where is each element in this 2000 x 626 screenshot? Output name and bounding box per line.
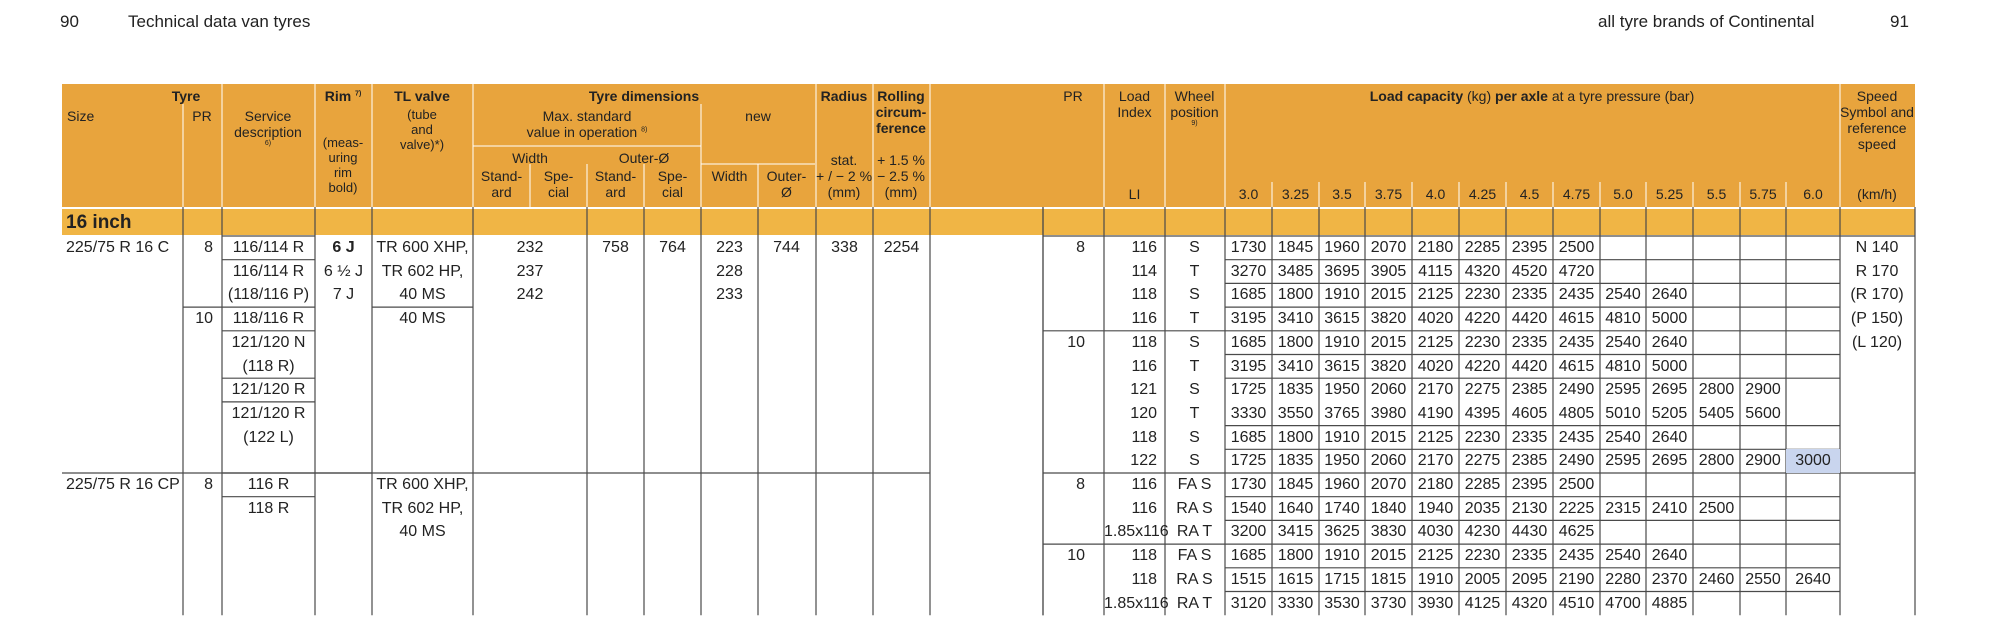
load-capacity-cell: 3625 xyxy=(1324,523,1360,541)
load-capacity-cell: 2125 xyxy=(1417,286,1454,304)
left-cell: 40 MS xyxy=(399,286,446,304)
load-capacity-cell: 1725 xyxy=(1230,452,1267,470)
pr-cell: 10 xyxy=(1067,547,1085,565)
pressure-header-10: 5.5 xyxy=(1706,186,1727,202)
load-capacity-cell: 5000 xyxy=(1651,357,1688,375)
pr-cell: 8 xyxy=(1076,239,1085,256)
load-capacity-cell: 4230 xyxy=(1464,523,1501,541)
load-capacity-cell: 3980 xyxy=(1370,404,1407,422)
load-capacity-cell: 4320 xyxy=(1511,594,1548,612)
load-capacity-cell: 1910 xyxy=(1324,286,1360,304)
load-capacity-cell: 1740 xyxy=(1324,499,1360,517)
load-index-cell: 118 xyxy=(1131,428,1157,446)
load-capacity-cell: 3830 xyxy=(1370,523,1407,541)
left-cell: 40 MS xyxy=(399,523,446,541)
left-cell: 7 J xyxy=(332,286,355,304)
left-cell: 338 xyxy=(831,239,858,256)
load-capacity-cell: 4720 xyxy=(1558,262,1595,280)
header-tyre: Tyre xyxy=(171,88,201,104)
load-capacity-cell: 3550 xyxy=(1277,404,1314,422)
load-capacity-cell: 2435 xyxy=(1558,333,1595,351)
header-tyre-dimensions: Tyre dimensions xyxy=(588,88,700,104)
pressure-header-6: 4.5 xyxy=(1519,186,1540,202)
left-cell: 118/116 R xyxy=(232,310,305,328)
load-capacity-cell: 2385 xyxy=(1511,381,1548,399)
header-standard-1: Stand- ard xyxy=(480,168,523,201)
header-pr-left: PR xyxy=(192,108,212,124)
load-capacity-cell: 2500 xyxy=(1558,476,1595,493)
load-capacity-cell: 3905 xyxy=(1370,262,1407,280)
header-radius-sub: stat. + / − 2 % (mm) xyxy=(816,152,873,201)
left-cell: 116 R xyxy=(247,476,290,493)
load-capacity-cell: 4615 xyxy=(1558,357,1595,375)
left-cell: 764 xyxy=(659,239,686,256)
load-capacity-cell: 1800 xyxy=(1277,333,1314,351)
load-capacity-cell: 2125 xyxy=(1417,428,1454,446)
header-pr-right: PR xyxy=(1063,88,1083,104)
load-capacity-cell: 2230 xyxy=(1464,286,1501,304)
load-capacity-cell: 2595 xyxy=(1605,452,1641,470)
wheel-position-cell: S xyxy=(1189,286,1200,304)
load-capacity-cell: 1835 xyxy=(1277,452,1314,470)
load-capacity-cell: 3765 xyxy=(1324,404,1360,422)
load-capacity-cell: 2335 xyxy=(1511,428,1548,446)
load-capacity-cell: 1685 xyxy=(1230,428,1267,446)
load-capacity-cell: 4510 xyxy=(1558,594,1595,612)
load-capacity-cell: 2640 xyxy=(1651,333,1688,351)
load-capacity-cell: 4320 xyxy=(1464,262,1501,280)
left-cell: 228 xyxy=(716,262,743,280)
load-index-cell: 122 xyxy=(1130,452,1157,470)
left-cell: 116/114 R xyxy=(232,239,305,256)
load-capacity-cell: 1730 xyxy=(1230,476,1267,493)
header-load-index: Load Index xyxy=(1117,88,1152,121)
pressure-header-11: 5.75 xyxy=(1749,186,1777,202)
load-capacity-cell: 4030 xyxy=(1417,523,1454,541)
left-cell: 8 xyxy=(204,476,213,493)
load-capacity-cell: 2435 xyxy=(1558,547,1595,565)
header-rim: Rim $^{7)}$ xyxy=(324,88,362,104)
load-capacity-cell: 3930 xyxy=(1417,594,1454,612)
pressure-header-9: 5.25 xyxy=(1655,186,1684,202)
left-cell: 232 xyxy=(516,239,544,256)
left-cell: TR 602 HP, xyxy=(381,499,464,517)
load-capacity-cell: 4520 xyxy=(1511,262,1548,280)
wheel-position-cell: RA S xyxy=(1176,570,1213,588)
load-capacity-cell: 2275 xyxy=(1464,381,1501,399)
load-capacity-cell: 1725 xyxy=(1230,381,1267,399)
speed-cell: (P 150) xyxy=(1850,310,1904,328)
pr-cell: 8 xyxy=(1076,476,1085,493)
load-capacity-cell: 2435 xyxy=(1558,428,1595,446)
load-capacity-cell: 4115 xyxy=(1418,262,1453,280)
header-tl-valve: TL valve xyxy=(394,88,450,104)
pressure-header-5: 4.25 xyxy=(1468,186,1497,202)
load-capacity-cell: 1845 xyxy=(1277,239,1314,256)
load-capacity-cell: 3195 xyxy=(1230,310,1267,328)
load-capacity-cell: 2500 xyxy=(1558,239,1595,256)
left-cell: 758 xyxy=(602,239,629,256)
load-capacity-cell: 1950 xyxy=(1324,452,1360,470)
load-capacity-cell: 1615 xyxy=(1277,570,1314,588)
load-capacity-cell: 2640 xyxy=(1651,547,1688,565)
load-capacity-cell: 3415 xyxy=(1277,523,1314,541)
load-capacity-cell: 2900 xyxy=(1745,452,1781,470)
load-capacity-cell: 1950 xyxy=(1324,381,1360,399)
load-capacity-cell: 4420 xyxy=(1511,357,1548,375)
left-cell: 225/75 R 16 CP xyxy=(66,476,180,493)
load-capacity-cell: 4615 xyxy=(1558,310,1595,328)
load-capacity-cell: 2125 xyxy=(1417,547,1454,565)
header-tl-valve-sub: (tube and valve)*) xyxy=(399,107,445,152)
load-capacity-cell: 3615 xyxy=(1324,310,1360,328)
header-rolling-sub: + 1.5 % − 2.5 % (mm) xyxy=(877,152,925,201)
load-capacity-cell: 4430 xyxy=(1511,523,1548,541)
load-capacity-cell: 1685 xyxy=(1230,333,1267,351)
load-index-cell: 116 xyxy=(1131,357,1157,375)
left-cell: TR 600 XHP, xyxy=(376,239,469,256)
pressure-header-8: 5.0 xyxy=(1613,186,1633,202)
load-capacity-cell: 2180 xyxy=(1417,239,1454,256)
load-capacity-cell: 2335 xyxy=(1511,547,1548,565)
load-capacity-cell: 1835 xyxy=(1277,381,1314,399)
load-capacity-cell: 2410 xyxy=(1651,499,1688,517)
pressure-header-4: 4.0 xyxy=(1425,186,1446,202)
load-capacity-cell: 1715 xyxy=(1324,570,1360,588)
load-capacity-cell: 4125 xyxy=(1464,594,1501,612)
load-capacity-cell: 2550 xyxy=(1745,570,1781,588)
load-capacity-cell: 2540 xyxy=(1605,333,1641,351)
load-capacity-cell: 3410 xyxy=(1277,357,1314,375)
load-capacity-cell: 5600 xyxy=(1745,404,1781,422)
load-capacity-cell: 3195 xyxy=(1230,357,1267,375)
load-capacity-cell: 3410 xyxy=(1277,310,1314,328)
load-index-cell: 121 xyxy=(1130,381,1157,399)
load-capacity-cell: 2230 xyxy=(1464,428,1501,446)
section-band xyxy=(62,208,1915,235)
load-capacity-cell: 4885 xyxy=(1651,594,1688,612)
load-capacity-cell: 4395 xyxy=(1464,404,1501,422)
load-capacity-cell: 4220 xyxy=(1464,357,1501,375)
load-capacity-cell: 2060 xyxy=(1370,381,1407,399)
header-radius: Radius xyxy=(820,88,868,104)
pressure-header-0: 3.0 xyxy=(1238,186,1259,202)
load-capacity-cell: 2370 xyxy=(1651,570,1688,588)
header-special-2: Spe- cial xyxy=(657,168,688,201)
load-capacity-cell: 2460 xyxy=(1698,570,1735,588)
load-capacity-cell: 2500 xyxy=(1698,499,1735,517)
load-capacity-cell: 1910 xyxy=(1324,333,1360,351)
load-capacity-cell: 2170 xyxy=(1417,452,1454,470)
right-page-number: 91 xyxy=(1890,12,1909,31)
load-capacity-cell: 2015 xyxy=(1370,547,1407,565)
load-capacity-cell: 1540 xyxy=(1230,499,1267,517)
left-cell: (118 R) xyxy=(242,357,295,375)
left-cell: 233 xyxy=(716,286,743,304)
left-cell: 121/120 R xyxy=(231,381,306,399)
load-capacity-cell: 2060 xyxy=(1370,452,1407,470)
load-capacity-cell: 3730 xyxy=(1370,594,1407,612)
load-capacity-cell: 4420 xyxy=(1511,310,1548,328)
speed-cell: (R 170) xyxy=(1850,286,1904,304)
wheel-position-cell: S xyxy=(1189,381,1200,399)
load-capacity-cell: 2695 xyxy=(1651,381,1688,399)
load-capacity-cell: 5205 xyxy=(1651,404,1688,422)
load-capacity-cell: 2180 xyxy=(1417,476,1454,493)
left-cell: 744 xyxy=(773,239,800,256)
load-index-cell: 116 xyxy=(1131,310,1157,328)
left-cell: 10 xyxy=(195,310,213,328)
header-rolling: Rolling circum- ference xyxy=(875,88,927,137)
wheel-position-cell: RA S xyxy=(1176,499,1213,517)
load-capacity-cell: 2540 xyxy=(1605,547,1641,565)
load-capacity-cell: 2170 xyxy=(1417,381,1454,399)
load-capacity-cell: 1685 xyxy=(1230,547,1267,565)
load-capacity-cell: 4605 xyxy=(1511,404,1548,422)
wheel-position-cell: RA T xyxy=(1176,523,1213,541)
load-capacity-cell: 3695 xyxy=(1324,262,1360,280)
load-capacity-cell: 3120 xyxy=(1230,594,1267,612)
load-capacity-cell: 2640 xyxy=(1651,428,1688,446)
header-wheel-position: Wheel position 9) xyxy=(1170,88,1219,128)
header-li: LI xyxy=(1128,186,1141,202)
left-cell: TR 600 XHP, xyxy=(376,476,469,493)
pressure-header-3: 3.75 xyxy=(1374,186,1403,202)
header-speed: Speed Symbol and reference speed xyxy=(1840,88,1914,153)
load-capacity-cell: 1730 xyxy=(1230,239,1267,256)
load-capacity-cell: 2230 xyxy=(1464,333,1501,351)
load-capacity-cell: 1800 xyxy=(1277,286,1314,304)
load-capacity-cell: 3270 xyxy=(1230,262,1267,280)
load-capacity-cell: 2230 xyxy=(1464,547,1501,565)
load-capacity-cell: 1960 xyxy=(1324,476,1360,493)
load-capacity-cell: 5000 xyxy=(1651,310,1688,328)
load-capacity-cell: 2005 xyxy=(1464,570,1501,588)
load-capacity-cell: 3330 xyxy=(1230,404,1267,422)
load-capacity-cell: 2125 xyxy=(1417,333,1454,351)
left-cell: 8 xyxy=(204,239,213,256)
load-capacity-cell: 2015 xyxy=(1370,428,1407,446)
load-capacity-cell: 4625 xyxy=(1558,523,1595,541)
load-index-cell: 1.85x116 xyxy=(1104,594,1169,612)
load-capacity-cell: 2035 xyxy=(1464,499,1501,517)
load-index-cell: 116 xyxy=(1131,239,1157,256)
left-cell: 121/120 R xyxy=(231,404,306,422)
load-capacity-cell: 1845 xyxy=(1277,476,1314,493)
load-capacity-cell: 5010 xyxy=(1605,404,1641,422)
load-capacity-cell: 3485 xyxy=(1277,262,1314,280)
load-capacity-cell: 3000 xyxy=(1786,449,1840,473)
load-index-cell: 118 xyxy=(1131,286,1157,304)
load-index-cell: 118 xyxy=(1131,570,1157,588)
left-page-number: 90 xyxy=(60,12,79,31)
load-capacity-cell: 2490 xyxy=(1558,381,1595,399)
header-outer-dia: Outer-Ø xyxy=(618,150,670,166)
load-capacity-cell: 2285 xyxy=(1464,239,1501,256)
load-capacity-cell: 1800 xyxy=(1277,547,1314,565)
left-cell: 2254 xyxy=(883,239,920,256)
header-speed-unit: (km/h) xyxy=(1857,186,1897,202)
pressure-header-12: 6.0 xyxy=(1803,186,1823,202)
left-cell: 223 xyxy=(716,239,743,256)
left-cell: 6 ½ J xyxy=(323,262,364,280)
load-capacity-cell: 1960 xyxy=(1324,239,1360,256)
pr-cell: 10 xyxy=(1067,333,1085,351)
header-service-description: Service description 6) xyxy=(234,108,302,148)
load-capacity-cell: 2640 xyxy=(1795,570,1831,588)
load-capacity-cell: 2490 xyxy=(1558,452,1595,470)
right-page-title: all tyre brands of Continental xyxy=(1598,12,1815,31)
load-capacity-cell: 4020 xyxy=(1417,357,1454,375)
left-cell: 6 J xyxy=(332,239,355,256)
wheel-position-cell: FA S xyxy=(1177,476,1212,493)
header-load-capacity: Load capacity (kg) per axle at a tyre pressure (bar) xyxy=(1369,88,1695,104)
load-capacity-cell: 3615 xyxy=(1324,357,1360,375)
load-capacity-cell: 3530 xyxy=(1324,594,1360,612)
header-new-outer: Outer- Ø xyxy=(766,168,807,201)
left-cell: (118/116 P) xyxy=(227,286,310,304)
left-cell: (122 L) xyxy=(243,428,294,446)
load-capacity-cell: 3330 xyxy=(1277,594,1314,612)
load-capacity-cell: 2435 xyxy=(1558,286,1595,304)
load-capacity-cell: 2800 xyxy=(1698,452,1735,470)
pressure-header-2: 3.5 xyxy=(1332,186,1352,202)
load-capacity-cell: 2640 xyxy=(1651,286,1688,304)
wheel-position-cell: T xyxy=(1189,404,1200,422)
load-capacity-cell: 2595 xyxy=(1605,381,1641,399)
load-capacity-cell: 4805 xyxy=(1558,404,1595,422)
load-index-cell: 116 xyxy=(1131,499,1157,517)
wheel-position-cell: FA S xyxy=(1177,547,1212,565)
load-capacity-cell: 2275 xyxy=(1464,452,1501,470)
left-cell: 121/120 N xyxy=(231,333,306,351)
header-max-standard: Max. standard value in operation $^{8)}$ xyxy=(526,108,648,141)
speed-cell: (L 120) xyxy=(1851,333,1903,351)
load-capacity-cell: 1815 xyxy=(1370,570,1407,588)
load-capacity-cell: 2015 xyxy=(1370,333,1407,351)
load-capacity-cell: 2395 xyxy=(1511,476,1548,493)
wheel-position-cell: T xyxy=(1189,310,1200,328)
wheel-position-cell: T xyxy=(1189,262,1200,280)
wheel-position-cell: S xyxy=(1189,333,1200,351)
load-capacity-cell: 2540 xyxy=(1605,428,1641,446)
load-capacity-cell: 1910 xyxy=(1324,547,1360,565)
load-capacity-cell: 1840 xyxy=(1370,499,1407,517)
left-cell: 40 MS xyxy=(399,310,446,328)
header-standard-2: Stand- ard xyxy=(594,168,637,201)
load-capacity-cell: 2695 xyxy=(1651,452,1688,470)
load-index-cell: 118 xyxy=(1131,547,1157,565)
load-capacity-cell: 2015 xyxy=(1370,286,1407,304)
load-capacity-cell: 2130 xyxy=(1511,499,1548,517)
load-capacity-cell: 4810 xyxy=(1605,310,1641,328)
load-capacity-cell: 4810 xyxy=(1605,357,1641,375)
load-index-cell: 1.85x116 xyxy=(1104,523,1169,541)
load-capacity-cell: 1685 xyxy=(1230,286,1267,304)
load-capacity-cell: 2335 xyxy=(1511,333,1548,351)
left-cell: 225/75 R 16 C xyxy=(66,239,170,256)
left-cell: 242 xyxy=(516,286,544,304)
header-rim-sub: (meas- uring rim bold) xyxy=(322,135,364,195)
left-cell: 118 R xyxy=(247,499,290,517)
load-capacity-cell: 1800 xyxy=(1277,428,1314,446)
wheel-position-cell: RA T xyxy=(1176,594,1213,612)
speed-cell: R 170 xyxy=(1855,262,1899,280)
left-cell: 116/114 R xyxy=(232,262,305,280)
load-capacity-cell: 1910 xyxy=(1417,570,1454,588)
header-special-1: Spe- cial xyxy=(543,168,574,201)
load-index-cell: 116 xyxy=(1131,476,1157,493)
load-capacity-cell: 1940 xyxy=(1417,499,1454,517)
load-capacity-cell: 3200 xyxy=(1230,523,1267,541)
load-capacity-cell: 2285 xyxy=(1464,476,1501,493)
wheel-position-cell: S xyxy=(1189,239,1200,256)
load-capacity-cell: 2385 xyxy=(1511,452,1548,470)
load-capacity-cell: 2800 xyxy=(1698,381,1735,399)
load-index-cell: 120 xyxy=(1130,404,1157,422)
load-capacity-cell: 2335 xyxy=(1511,286,1548,304)
pressure-header-7: 4.75 xyxy=(1562,186,1591,202)
header-new-width: Width xyxy=(711,168,748,184)
wheel-position-cell: S xyxy=(1189,452,1200,470)
left-cell: 237 xyxy=(516,262,544,280)
load-capacity-cell: 1910 xyxy=(1324,428,1360,446)
load-capacity-cell: 2070 xyxy=(1370,239,1407,256)
section-title: 16 inch xyxy=(66,212,132,233)
load-capacity-cell: 2280 xyxy=(1605,570,1641,588)
load-capacity-cell: 2225 xyxy=(1558,499,1595,517)
header-width: Width xyxy=(512,150,548,166)
left-page-title: Technical data van tyres xyxy=(128,12,311,31)
load-capacity-cell: 5405 xyxy=(1698,404,1735,422)
load-capacity-cell: 4190 xyxy=(1417,404,1454,422)
wheel-position-cell: S xyxy=(1189,428,1200,446)
load-capacity-cell: 3820 xyxy=(1370,310,1407,328)
load-capacity-cell: 1515 xyxy=(1230,570,1267,588)
pressure-header-1: 3.25 xyxy=(1281,186,1310,202)
left-cell: TR 602 HP, xyxy=(381,262,464,280)
speed-cell: N 140 xyxy=(1855,239,1899,256)
load-capacity-cell: 3820 xyxy=(1370,357,1407,375)
header-new: new xyxy=(745,108,771,124)
load-capacity-cell: 2395 xyxy=(1511,239,1548,256)
load-capacity-cell: 4220 xyxy=(1464,310,1501,328)
header-size: Size xyxy=(67,108,95,124)
load-capacity-cell: 1640 xyxy=(1277,499,1314,517)
load-capacity-cell: 4020 xyxy=(1417,310,1454,328)
load-capacity-cell: 2070 xyxy=(1370,476,1407,493)
wheel-position-cell: T xyxy=(1189,357,1200,375)
load-index-cell: 118 xyxy=(1131,333,1157,351)
load-capacity-cell: 2095 xyxy=(1511,570,1548,588)
load-capacity-cell: 2315 xyxy=(1605,499,1641,517)
load-capacity-cell: 4700 xyxy=(1605,594,1641,612)
load-capacity-cell: 2900 xyxy=(1745,381,1781,399)
load-capacity-cell: 2540 xyxy=(1605,286,1641,304)
load-index-cell: 114 xyxy=(1131,262,1157,280)
load-capacity-cell: 2190 xyxy=(1558,570,1595,588)
